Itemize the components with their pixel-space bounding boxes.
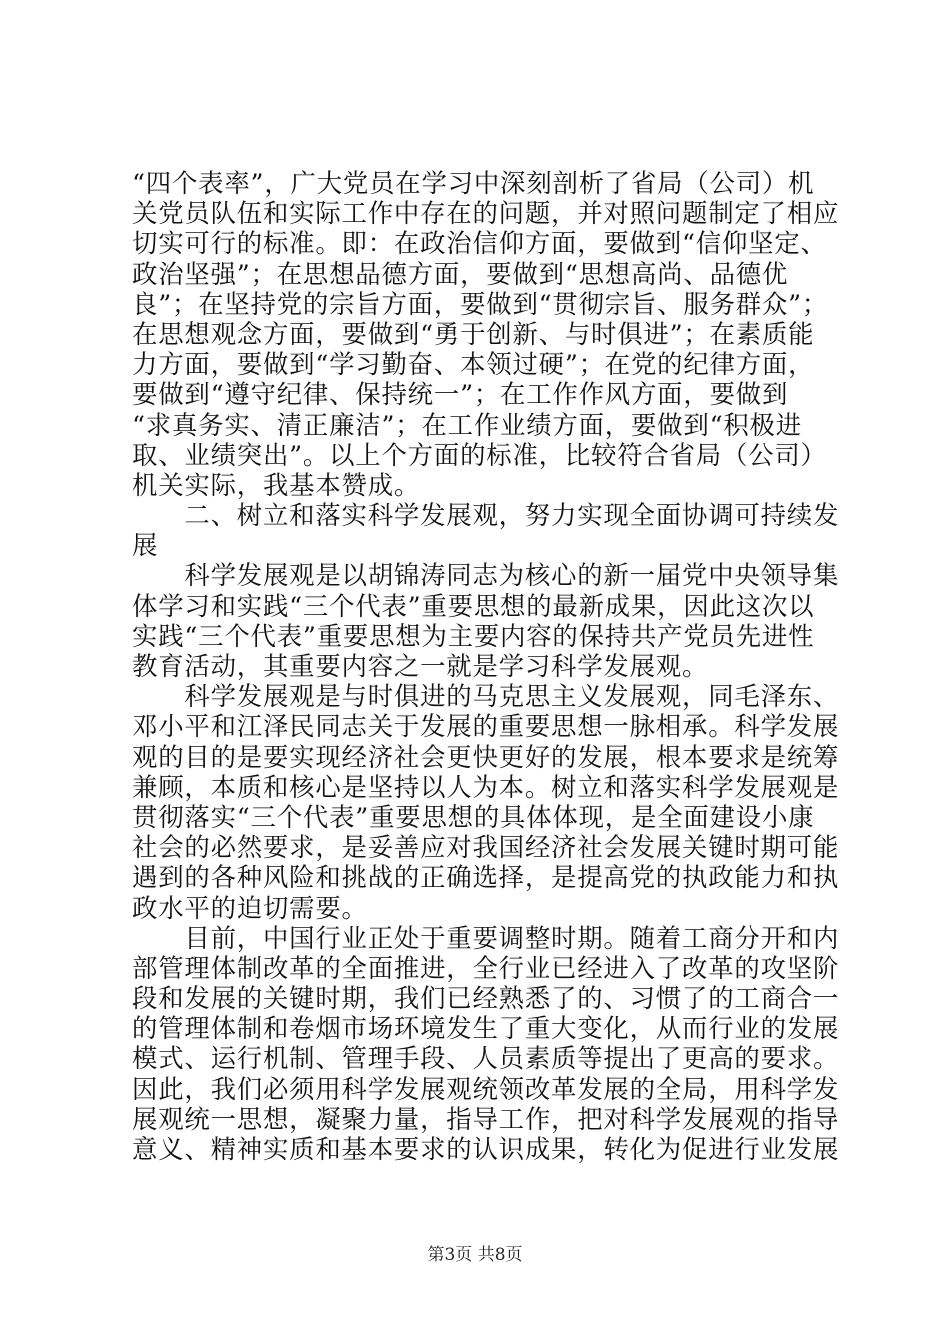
text-line: 科学发展观是与时俱进的马克思主义发展观，同毛泽东、 [132, 681, 840, 712]
text-line: 要做到“遵守纪律、保持统一”；在工作作风方面，要做到 [132, 379, 789, 410]
text-line: 科学发展观是以胡锦涛同志为核心的新一届党中央领导集 [132, 560, 840, 591]
text-line: “四个表率”，广大党员在学习中深刻剖析了省局（公司）机 [132, 168, 815, 198]
text-line: 模式、运行机制、管理手段、人员素质等提出了更高的要求。 [132, 1043, 840, 1074]
page-footer [0, 1244, 950, 1266]
text-line: 实践“三个代表”重要思想为主要内容的保持共产党员先进性 [132, 620, 815, 651]
text-line: 展观统一思想，凝聚力量，指导工作，把对科学发展观的指导 [132, 1103, 840, 1134]
text-line: 的管理体制和卷烟市场环境发生了重大变化，从而行业的发展 [132, 1013, 840, 1044]
text-line: 教育活动，其重要内容之一就是学习科学发展观。 [132, 651, 709, 681]
text-line: 良”；在坚持党的宗旨方面，要做到“贯彻宗旨、服务群众”； [132, 288, 829, 319]
text-line: 段和发展的关键时期，我们已经熟悉了的、习惯了的工商合一 [132, 983, 840, 1014]
page-number-label: 第3页 共8页 [427, 1245, 523, 1265]
text-line: “求真务实、清正廉洁”；在工作业绩方面，要做到“积极进 [132, 409, 802, 440]
text-line: 体学习和实践“三个代表”重要思想的最新成果，因此这次以 [132, 590, 815, 621]
text-line: 取、业绩突出”。以上个方面的标准，比较符合省局（公司） [132, 439, 827, 470]
text-line: 在思想观念方面，要做到“勇于创新、与时俱进”；在素质能 [132, 318, 815, 349]
text-line: 机关实际，我基本赞成。 [132, 469, 421, 500]
text-line: 兼顾，本质和核心是坚持以人为本。树立和落实科学发展观是 [132, 771, 840, 802]
text-line: 关党员队伍和实际工作中存在的问题，并对照问题制定了相应 [132, 198, 840, 229]
text-line: 贯彻落实“三个代表”重要思想的具体体现，是全面建设小康 [132, 801, 815, 832]
section-heading-line: 二、树立和落实科学发展观，努力实现全面协调可持续发 [132, 500, 840, 531]
text-line: 部管理体制改革的全面推进，全行业已经进入了改革的攻坚阶 [132, 952, 840, 983]
section-heading-line: 展 [132, 530, 159, 561]
text-line: 观的目的是要实现经济社会更快更好的发展，根本要求是统筹 [132, 741, 840, 772]
text-line: 力方面，要做到“学习勤奋、本领过硬”；在党的纪律方面， [132, 349, 815, 380]
text-line: 邓小平和江泽民同志关于发展的重要思想一脉相承。科学发展 [132, 711, 840, 742]
text-line: 政水平的迫切需要。 [132, 892, 368, 923]
text-line: 因此，我们必须用科学发展观统领改革发展的全局，用科学发 [132, 1073, 840, 1104]
text-line: 意义、精神实质和基本要求的认识成果，转化为促进行业发展 [132, 1134, 840, 1164]
text-line: 目前，中国行业正处于重要调整时期。随着工商分开和内 [132, 922, 840, 953]
text-line: 社会的必然要求，是妥善应对我国经济社会发展关键时期可能 [132, 832, 840, 863]
body-text [132, 168, 840, 1164]
text-line: 政治坚强”；在思想品德方面，要做到“思想高尚、品德优 [132, 258, 789, 289]
text-line: 切实可行的标准。即：在政治信仰方面，要做到“信仰坚定、 [132, 228, 827, 259]
text-line: 遇到的各种风险和挑战的正确选择，是提高党的执政能力和执 [132, 862, 840, 893]
